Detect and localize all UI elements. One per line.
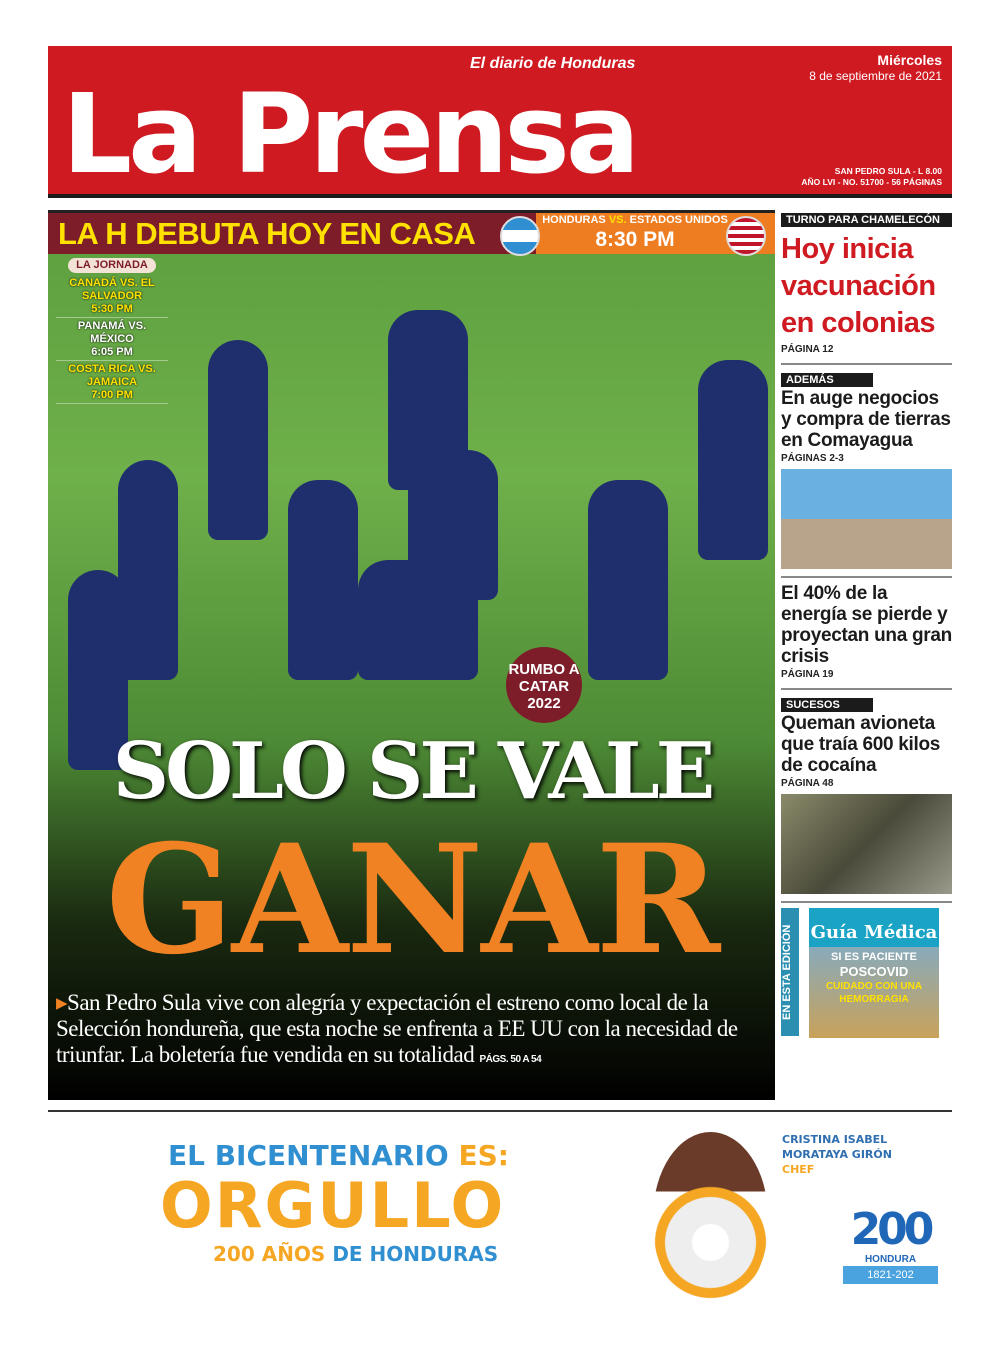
issue-date: 8 de septiembre de 2021	[809, 69, 942, 83]
match-teams	[540, 214, 730, 226]
banner-title: LA H DEBUTA HOY EN CASA	[58, 216, 476, 251]
deck-text: San Pedro Sula vive con alegría y expectación el estreno como local de la Selección hondureña, que esta noche se enfrenta a EE UU con la necesidad de triunfar. La boletería fue vendida en su totalidad	[56, 990, 738, 1067]
chef-surname: MORATAYA GIRÓN	[782, 1148, 892, 1161]
insert-title: Guía Médica	[810, 922, 938, 943]
world-cup-badge: RUMBO A CATAR 2022	[506, 647, 582, 723]
game-time: 6:05 PM	[91, 346, 133, 358]
chef-role: CHEF	[782, 1163, 815, 1176]
match-banner	[48, 210, 775, 254]
game-teams: COSTA RICA VS. JAMAICA	[68, 363, 156, 388]
insert-line: POSCOVID	[839, 964, 909, 979]
game-teams: CANADÁ VS. EL SALVADOR	[69, 277, 155, 302]
ad-text: DE HONDURAS	[332, 1242, 499, 1266]
lead-story	[48, 210, 775, 1100]
issue-info	[801, 166, 942, 188]
chef-credit	[782, 1132, 892, 1177]
headline-top: SOLO SE VALE	[112, 726, 712, 817]
game-teams: PANAMÁ VS. MÉXICO	[77, 320, 147, 345]
insert-promo[interactable]	[781, 908, 952, 1038]
schedule-label: LA JORNADA	[68, 258, 156, 273]
deck-pages: PÁGS. 50 A 54	[479, 1054, 542, 1065]
masthead	[48, 46, 952, 198]
side-story[interactable]	[781, 695, 952, 894]
triangle-icon: ▸	[56, 990, 68, 1015]
game-time: 7:00 PM	[91, 389, 133, 401]
page-ref: PÁGINAS 2-3	[781, 453, 844, 464]
issue-number: AÑO LVI - NO. 51700 - 56 PÁGINAS	[801, 177, 942, 187]
kicker: TURNO PARA CHAMELECÓN	[781, 213, 952, 227]
match-time: 8:30 PM	[595, 228, 675, 251]
chef-photo	[653, 1132, 768, 1302]
home-team: HONDURAS	[542, 214, 606, 226]
guia-medica-cover	[809, 908, 939, 1038]
ad-line-1	[168, 1140, 509, 1172]
side-story[interactable]	[781, 370, 952, 569]
schedule	[56, 258, 168, 406]
chef-name: CRISTINA ISABEL	[782, 1133, 888, 1146]
usa-flag-icon	[726, 216, 766, 256]
plane-wreck-photo	[781, 794, 952, 894]
game-time: 5:30 PM	[91, 303, 133, 315]
side-headline: Hoy inicia vacunación en colonias	[781, 233, 936, 339]
land-photo	[781, 469, 952, 569]
insert-label-text: EN ESTA EDICIÓN	[781, 924, 793, 1020]
tagline: El diario de Honduras	[470, 55, 636, 72]
honduras-flag-icon	[500, 216, 540, 256]
side-headline: En auge negocios y compra de tierras en Comayagua	[781, 388, 951, 451]
ad-text: EL BICENTENARIO	[168, 1139, 449, 1172]
insert-line: CUIDADO CON UNA HEMORRAGIA	[825, 981, 923, 1005]
vs: VS.	[608, 214, 627, 226]
away-team: ESTADOS UNIDOS	[629, 214, 728, 226]
ad-text: 200 AÑOS	[213, 1242, 326, 1266]
sidebar	[781, 210, 952, 1038]
bicentennial-logo	[843, 1204, 938, 1284]
page-ref: PÁGINA 12	[781, 344, 834, 355]
ad-text: ES:	[458, 1139, 509, 1172]
side-headline: El 40% de la energía se pierde y proyectan una gran crisis	[781, 583, 952, 667]
side-story[interactable]	[781, 210, 952, 356]
kicker: SUCESOS	[781, 698, 873, 712]
issue-day: Miércoles	[877, 52, 942, 68]
ad-line-3	[213, 1242, 498, 1266]
page-ref: PÁGINA 48	[781, 778, 834, 789]
newspaper-logo: La Prensa	[62, 70, 637, 198]
kicker: ADEMÁS	[781, 373, 873, 387]
logo-number: 200	[850, 1204, 931, 1255]
logo-years: 1821-202	[843, 1266, 938, 1284]
headline-main: GANAR	[105, 812, 719, 988]
ad-line-2: ORGULLO	[160, 1169, 506, 1242]
side-story[interactable]	[781, 583, 952, 681]
side-headline: Queman avioneta que traía 600 kilos de cocaína	[781, 713, 941, 776]
page-ref: PÁGINA 19	[781, 669, 834, 680]
logo-country: HONDURA	[864, 1254, 917, 1265]
bicentennial-ad[interactable]	[48, 1110, 952, 1330]
price: SAN PEDRO SULA - L 8.00	[834, 166, 942, 176]
insert-label	[781, 908, 799, 1036]
insert-line: SI ES PACIENTE	[831, 951, 917, 963]
story-deck	[56, 990, 771, 1073]
